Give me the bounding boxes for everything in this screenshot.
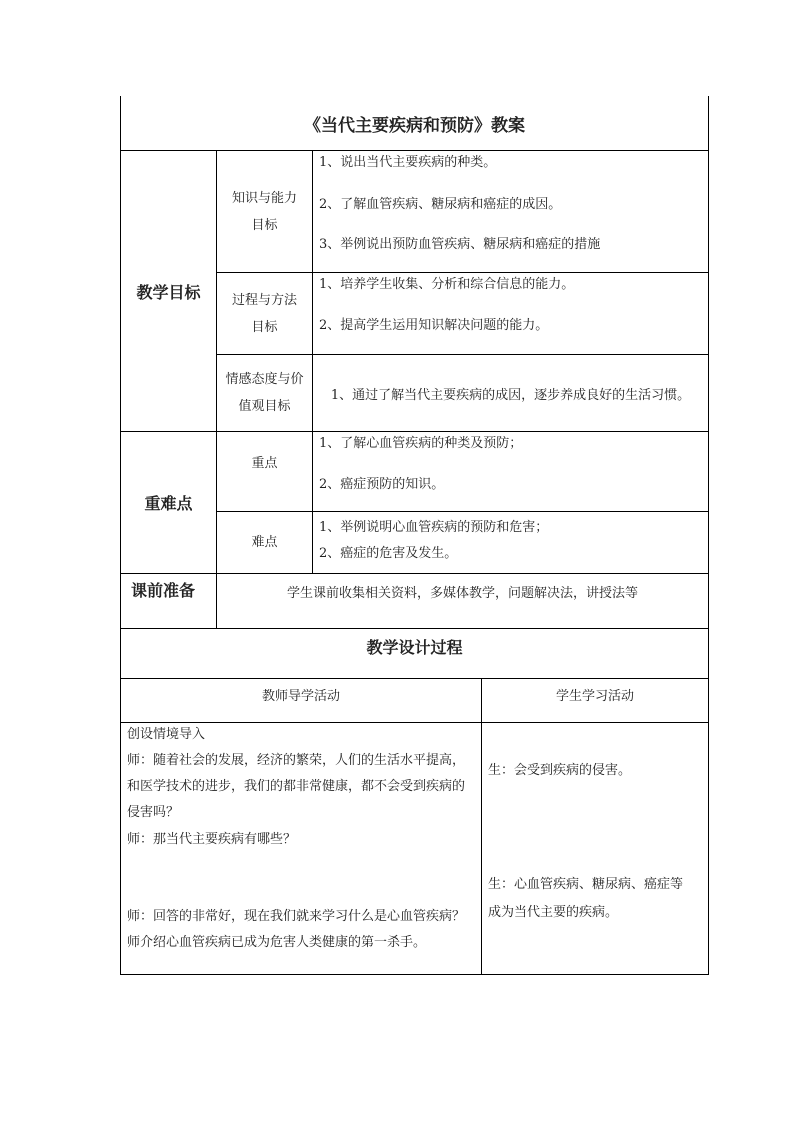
- teacher-line-2: 师：随着社会的发展，经济的繁荣，人们的生活水平提高，: [127, 753, 466, 768]
- knowledge-objective-label: [216, 150, 313, 273]
- process-label-line1: 过程与方法: [231, 292, 297, 308]
- keypoints-label: 重难点: [120, 431, 217, 574]
- process-item-2: 2、提高学生运用知识解决问题的能力。: [319, 318, 549, 333]
- emotion-objective-label: [216, 354, 313, 432]
- teacher-line-3: 和医学技术的进步，我们的都非常健康，都不会受到疾病的: [127, 779, 466, 794]
- teacher-activity-content: [120, 722, 482, 975]
- knowledge-item-2: 2、了解血管疾病、糖尿病和癌症的成因。: [319, 197, 562, 212]
- student-line-1: 生：会受到疾病的侵害。: [488, 763, 632, 778]
- teacher-line-7: 师介绍心血管疾病已成为危害人类健康的第一杀手。: [127, 935, 427, 950]
- knowledge-label-line1: 知识与能力: [231, 190, 297, 206]
- knowledge-objective-content: [312, 150, 709, 273]
- emotion-label-line1: 情感态度与价: [225, 372, 304, 387]
- knowledge-item-3: 3、举例说出预防血管疾病、糖尿病和癌症的措施: [319, 237, 601, 252]
- document-title: 《当代主要疾病和预防》教案: [120, 96, 709, 151]
- preparation-text: 学生课前收集相关资料，多媒体教学，问题解决法，讲授法等: [286, 586, 638, 601]
- teacher-line-4: 侵害吗？: [127, 805, 180, 820]
- process-objective-label: [216, 272, 313, 355]
- student-activity-header: 学生学习活动: [481, 678, 709, 723]
- important-label: 重点: [216, 431, 313, 512]
- process-label-line2: 目标: [251, 319, 278, 335]
- teacher-line-5: 师：那当代主要疾病有哪些？: [127, 832, 297, 847]
- knowledge-label-line2: 目标: [251, 217, 278, 233]
- teacher-line-1: 创设情境导入: [127, 727, 206, 742]
- knowledge-item-1: 1、说出当代主要疾病的种类。: [319, 155, 497, 170]
- process-item-1: 1、培养学生收集、分析和综合信息的能力。: [319, 277, 575, 292]
- difficult-content: [312, 511, 709, 574]
- emotion-item-1: 1、通过了解当代主要疾病的成因，逐步养成良好的生活习惯。: [330, 387, 691, 403]
- student-activity-content: [481, 722, 709, 975]
- process-objective-content: [312, 272, 709, 355]
- teacher-activity-header: 教师导学活动: [120, 678, 482, 723]
- important-content: [312, 431, 709, 512]
- emotion-objective-content: [312, 354, 709, 432]
- difficult-item-1: 1、举例说明心血管疾病的预防和危害；: [319, 520, 549, 535]
- objectives-label: 教学目标: [120, 150, 217, 432]
- preparation-content: [216, 573, 709, 629]
- difficult-label: 难点: [216, 511, 313, 574]
- teacher-line-6: 师：回答的非常好，现在我们就来学习什么是心血管疾病？: [127, 909, 466, 924]
- emotion-label-line2: 值观目标: [238, 399, 291, 414]
- difficult-item-2: 2、癌症的危害及发生。: [319, 546, 458, 561]
- student-line-2: 生：心血管疾病、糖尿病、癌症等: [488, 877, 684, 892]
- important-item-2: 2、癌症预防的知识。: [319, 477, 445, 492]
- design-title: 教学设计过程: [120, 628, 709, 679]
- important-item-1: 1、了解心血管疾病的种类及预防；: [319, 436, 523, 451]
- student-line-3: 成为当代主要的疾病。: [488, 905, 619, 920]
- preparation-label: 课前准备: [120, 573, 217, 629]
